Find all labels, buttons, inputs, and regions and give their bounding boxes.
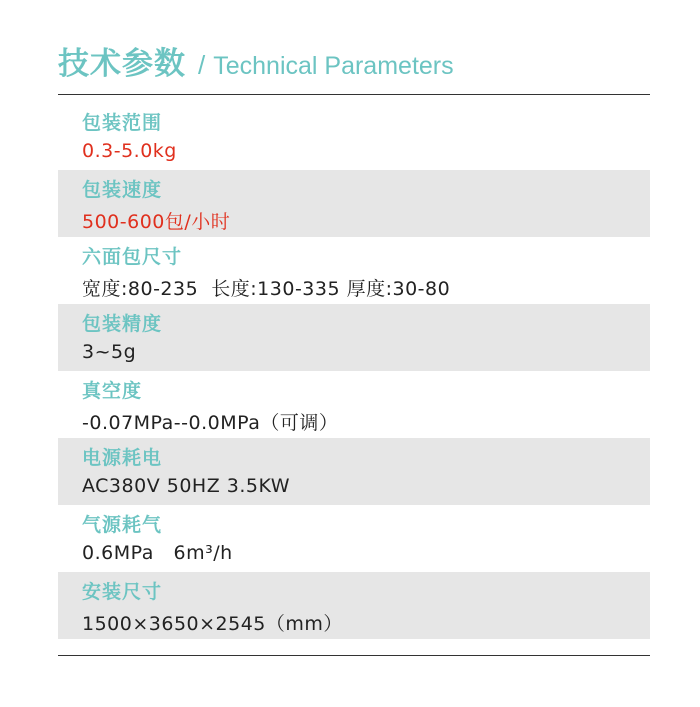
param-label: 包装精度 xyxy=(82,313,163,335)
param-value: 0.6MPa 6m³/h xyxy=(82,542,233,564)
param-label: 安装尺寸 xyxy=(82,581,163,603)
param-label: 包装速度 xyxy=(82,179,163,201)
param-value: 3~5g xyxy=(82,341,137,363)
param-row-vacuum xyxy=(58,371,650,438)
param-value: 500-600包/小时 xyxy=(82,211,231,233)
section-header xyxy=(58,38,454,84)
param-value: 0.3-5.0kg xyxy=(82,140,177,162)
param-row-power xyxy=(58,438,650,505)
param-label: 六面包尺寸 xyxy=(82,246,183,268)
param-row-bag-size xyxy=(58,237,650,304)
param-row-packaging-accuracy xyxy=(58,304,650,371)
bottom-divider xyxy=(58,655,650,656)
title-english: Technical Parameters xyxy=(213,52,454,80)
param-label: 电源耗电 xyxy=(82,447,163,469)
param-row-packaging-speed xyxy=(58,170,650,237)
param-value: AC380V 50HZ 3.5KW xyxy=(82,475,291,497)
title-separator: / xyxy=(198,50,206,80)
param-label: 包装范围 xyxy=(82,112,163,134)
parameters-table xyxy=(58,103,650,639)
title-chinese: 技术参数 xyxy=(58,46,186,82)
param-row-air-consumption xyxy=(58,505,650,572)
param-value: 1500×3650×2545（mm） xyxy=(82,613,343,635)
top-divider xyxy=(58,94,650,95)
param-row-packaging-range xyxy=(58,103,650,170)
param-label: 真空度 xyxy=(82,380,143,402)
param-value: 宽度:80-235 长度:130-335 厚度:30-80 xyxy=(82,278,451,300)
param-value: -0.07MPa--0.0MPa（可调） xyxy=(82,412,339,434)
param-label: 气源耗气 xyxy=(82,514,163,536)
param-row-installation-size xyxy=(58,572,650,639)
